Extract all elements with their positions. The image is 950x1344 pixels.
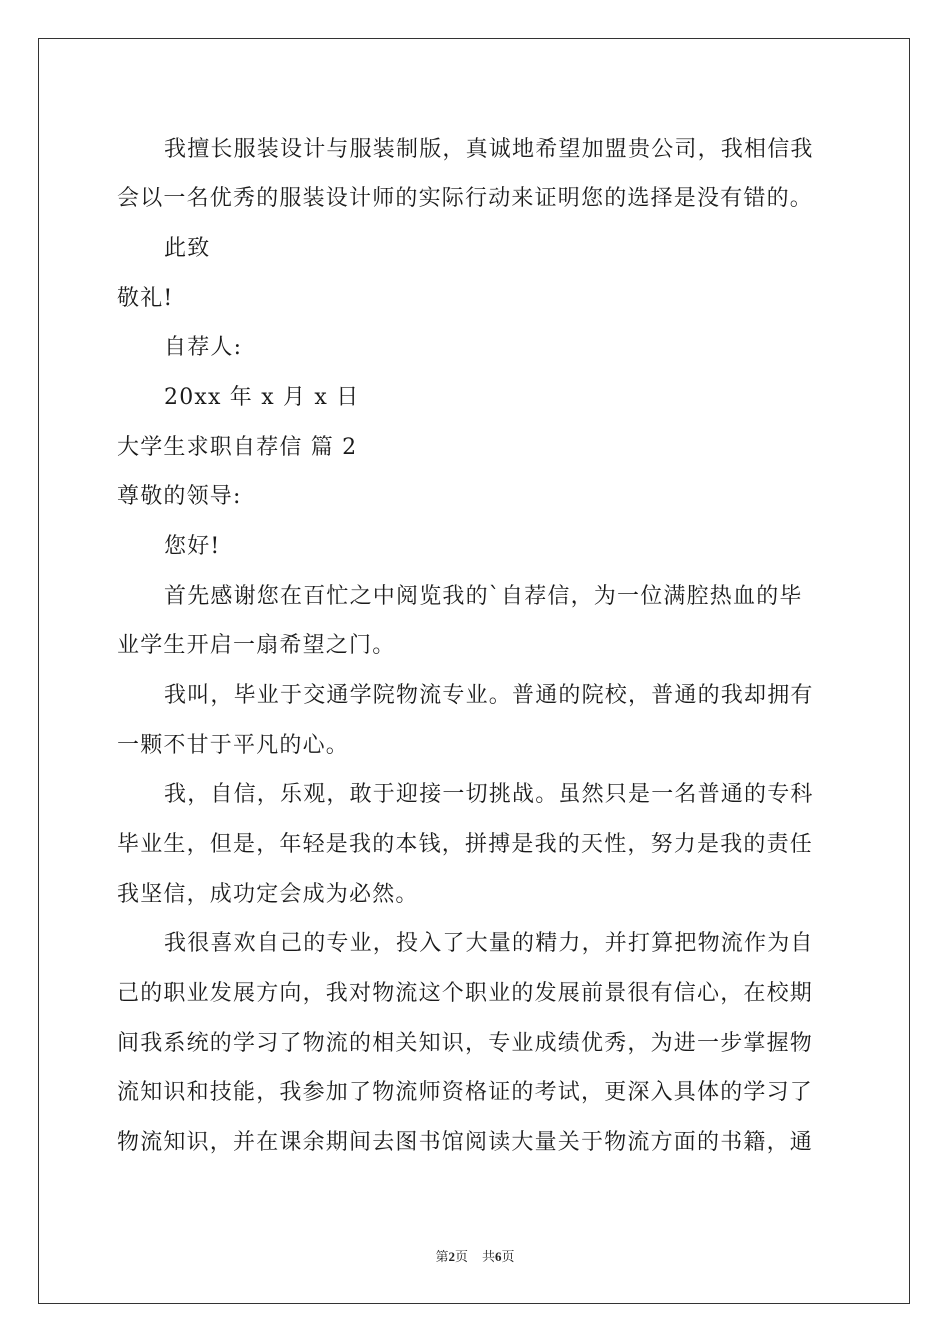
body-line: 我叫，毕业于交通学院物流专业。普通的院校，普通的我却拥有 — [164, 683, 814, 708]
body-line: 毕业生，但是，年轻是我的本钱，拼搏是我的天性，努力是我的责任 — [117, 832, 814, 857]
body-line: 我擅长服装设计与服装制版，真诚地希望加盟贵公司，我相信我 — [164, 137, 814, 162]
greeting: 您好! — [164, 534, 221, 559]
body-line: 物流知识，并在课余期间去图书馆阅读大量关于物流方面的书籍，通 — [117, 1130, 814, 1155]
signature-date: 20xx 年 x 月 x 日 — [164, 385, 360, 410]
total-suffix: 页 — [501, 1250, 515, 1265]
body-line: 一颗不甘于平凡的心。 — [117, 733, 350, 758]
current-page-number: 2 — [448, 1249, 455, 1264]
body-line: 我很喜欢自己的专业，投入了大量的精力，并打算把物流作为自 — [164, 931, 814, 956]
page-border — [38, 38, 910, 1304]
section-title: 大学生求职自荐信 篇 2 — [117, 435, 358, 460]
body-line: 首先感谢您在百忙之中阅览我的`自荐信，为一位满腔热血的毕 — [164, 584, 803, 609]
closing-respect: 敬礼! — [117, 286, 174, 311]
signature-label: 自荐人: — [164, 335, 243, 360]
body-line: 间我系统的学习了物流的相关知识，专业成绩优秀，为进一步掌握物 — [117, 1031, 814, 1056]
body-line: 我，自信，乐观，敢于迎接一切挑战。虽然只是一名普通的专科 — [164, 782, 814, 807]
body-line: 己的职业发展方向，我对物流这个职业的发展前景很有信心，在校期 — [117, 981, 814, 1006]
body-line: 业学生开启一扇希望之门。 — [117, 633, 396, 658]
page-prefix: 第 — [435, 1250, 449, 1265]
total-page-number: 6 — [495, 1249, 502, 1264]
greeting-recipient: 尊敬的领导: — [117, 484, 242, 509]
page-suffix: 页 — [454, 1250, 468, 1265]
total-prefix: 共 — [482, 1250, 496, 1265]
body-line: 会以一名优秀的服装设计师的实际行动来证明您的选择是没有错的。 — [117, 186, 814, 211]
body-line: 我坚信，成功定会成为必然。 — [117, 882, 419, 907]
page-footer — [0, 1248, 950, 1267]
closing-salutation: 此致 — [164, 236, 211, 261]
body-line: 流知识和技能，我参加了物流师资格证的考试，更深入具体的学习了 — [117, 1080, 814, 1105]
